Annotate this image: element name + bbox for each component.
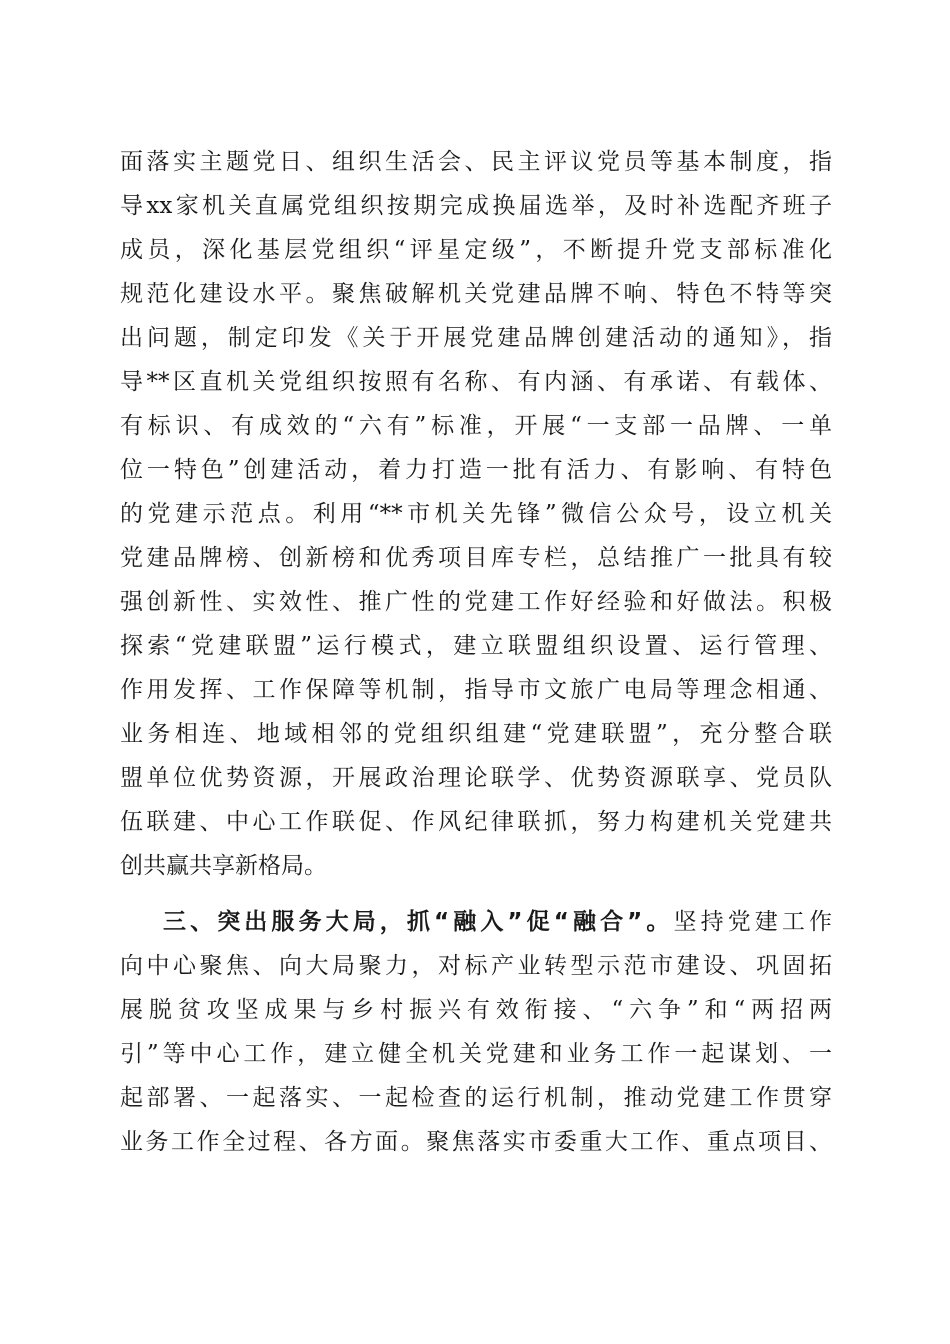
- paragraph-1-line-1: 面落实主题党日、组织生活会、民主评议党员等基本制度，指: [120, 149, 832, 175]
- paragraph-1-line-7: 有标识、有成效的“六有”标准，开展“一支部一品牌、一单: [120, 413, 832, 439]
- paragraph-2-line-5: 起部署、一起落实、一起检查的运行机制，推动党建工作贯穿: [120, 1085, 832, 1111]
- paragraph-1-line-14: 业务相连、地域相邻的党组织组建“党建联盟”，充分整合联: [120, 721, 832, 747]
- paragraph-1-line-15: 盟单位优势资源，开展政治理论联学、优势资源联享、党员队: [120, 765, 832, 791]
- paragraph-1-line-11: 强创新性、实效性、推广性的党建工作好经验和好做法。积极: [120, 589, 832, 615]
- paragraph-1-line-3: 成员，深化基层党组织“评星定级”，不断提升党支部标准化: [120, 237, 832, 263]
- paragraph-1-line-13: 作用发挥、工作保障等机制，指导市文旅广电局等理念相通、: [120, 677, 832, 703]
- paragraph-2-line-6: 业务工作全过程、各方面。聚焦落实市委重大工作、重点项目、: [120, 1129, 832, 1155]
- paragraph-2-first-line: [163, 900, 832, 944]
- paragraph-1-line-17: 创共赢共享新格局。: [120, 853, 327, 879]
- paragraph-1-line-9: 的党建示范点。利用“**市机关先锋”微信公众号，设立机关: [120, 501, 832, 527]
- paragraph-1-line-16: 伍联建、中心工作联促、作风纪律联抓，努力构建机关党建共: [120, 809, 832, 835]
- paragraph-1-line-10: 党建品牌榜、创新榜和优秀项目库专栏，总结推广一批具有较: [120, 545, 832, 571]
- paragraph-2-line-3: 展脱贫攻坚成果与乡村振兴有效衔接、“六争”和“两招两: [120, 997, 832, 1023]
- paragraph-1-line-12: 探索“党建联盟”运行模式，建立联盟组织设置、运行管理、: [120, 633, 832, 659]
- section-heading: 三、突出服务大局，抓“融入”促“融合”。: [163, 909, 674, 935]
- paragraph-2-line-2: 向中心聚焦、向大局聚力，对标产业转型示范市建设、巩固拓: [120, 953, 832, 979]
- paragraph-2-first-line-rest: 坚持党建工作: [673, 909, 833, 935]
- paragraph-2-line-4: 引”等中心工作，建立健全机关党建和业务工作一起谋划、一: [120, 1041, 832, 1067]
- paragraph-1-line-6: 导**区直机关党组织按照有名称、有内涵、有承诺、有载体、: [120, 369, 832, 395]
- paragraph-1-line-5: 出问题，制定印发《关于开展党建品牌创建活动的通知》，指: [120, 325, 832, 351]
- paragraph-1-line-2: 导xx家机关直属党组织按期完成换届选举，及时补选配齐班子: [120, 193, 832, 219]
- paragraph-1-line-8: 位一特色”创建活动，着力打造一批有活力、有影响、有特色: [120, 457, 832, 483]
- paragraph-1-line-4: 规范化建设水平。聚焦破解机关党建品牌不响、特色不特等突: [120, 281, 832, 307]
